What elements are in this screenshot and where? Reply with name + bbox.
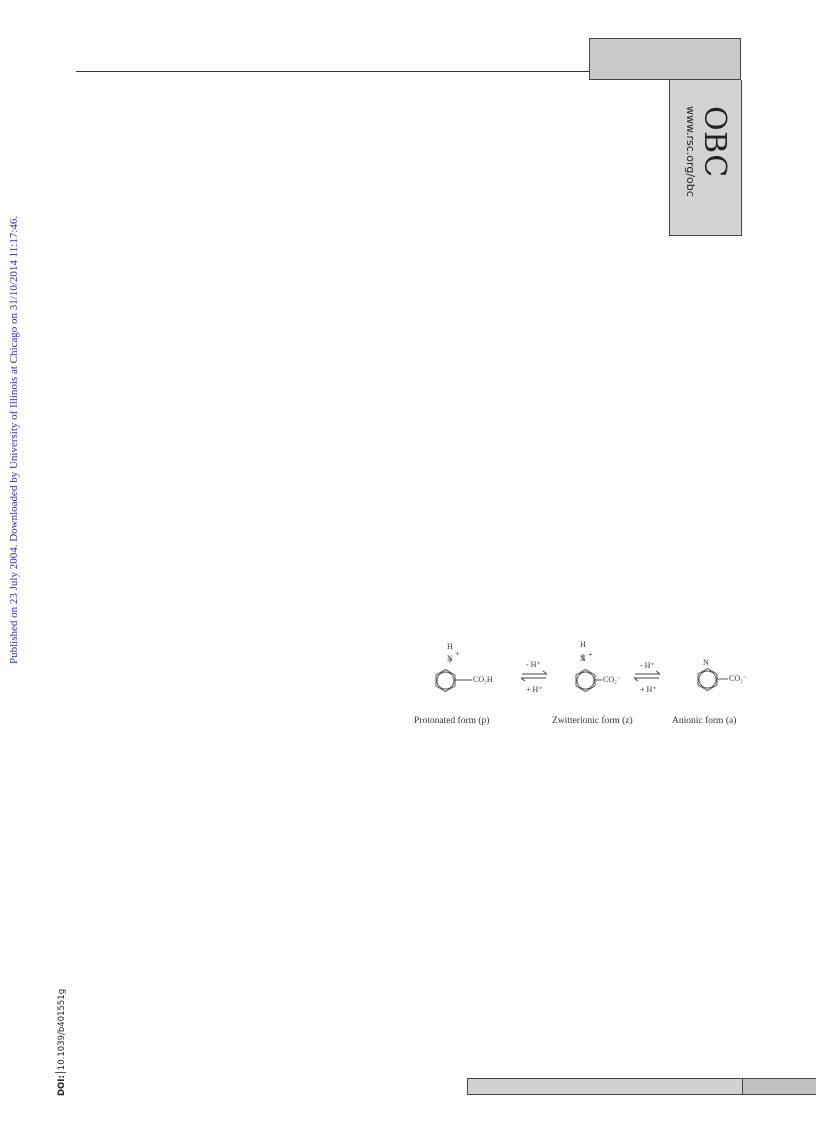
- zwitterion-n: N: [580, 654, 586, 663]
- protonation-scheme: [410, 636, 755, 728]
- zwitterion-charge: +: [588, 650, 593, 659]
- equilibrium-arrow-2: [634, 671, 660, 681]
- doi-line: [55, 966, 69, 1096]
- caption-anionic: Anionic form (a): [672, 716, 737, 726]
- caption-zwitterionic: Zwitterionic form (z): [552, 716, 633, 726]
- arrow1-reverse-label: + H⁺: [526, 685, 543, 694]
- equilibrium-arrow-1: [521, 671, 547, 681]
- caption-protonated: Protonated form (p): [414, 716, 490, 726]
- protonated-ring-circle: [437, 672, 454, 689]
- header-tab: [589, 38, 741, 80]
- zwitterion-nh: H: [580, 640, 586, 649]
- journal-badge: [669, 80, 742, 236]
- arrow1-forward-label: - H⁺: [526, 660, 541, 669]
- protonated-n: N: [447, 654, 453, 663]
- publication-note[interactable]: Published on 23 July 2004. Downloaded by University of Illinois at Chicago on 31/10/2014 11:17:46.: [8, 215, 20, 664]
- header-rule: [76, 71, 590, 72]
- protonation-scheme-figure: [410, 636, 755, 712]
- journal-badge-text: [670, 80, 743, 236]
- zwitterion-ring-circle: [577, 672, 594, 689]
- doi-value[interactable]: 10.1039/b401551g: [57, 988, 67, 1071]
- anion-ring-circle: [699, 671, 716, 688]
- footer-bar-end: [742, 1078, 816, 1095]
- journal-url[interactable]: www.rsc.org/obc: [684, 106, 698, 197]
- doi-separator: [55, 1072, 66, 1073]
- arrow2-reverse-label: + H⁺: [640, 685, 657, 694]
- anion-group: CO₂⁻: [729, 674, 748, 683]
- arrow2-forward-label: - H⁺: [640, 661, 655, 670]
- protonated-nh: H: [447, 642, 453, 651]
- protonated-group: CO₂H: [473, 675, 493, 684]
- protonated-charge: +: [455, 649, 460, 658]
- zwitterion-group: CO₂⁻: [603, 675, 622, 684]
- anion-n: N: [703, 658, 709, 667]
- journal-title: OBC: [697, 106, 733, 178]
- anion-ring: [698, 669, 717, 691]
- zwitterion-ring: [576, 670, 595, 692]
- doi-label: DOI:: [57, 1075, 67, 1096]
- protonated-ring: [436, 670, 455, 692]
